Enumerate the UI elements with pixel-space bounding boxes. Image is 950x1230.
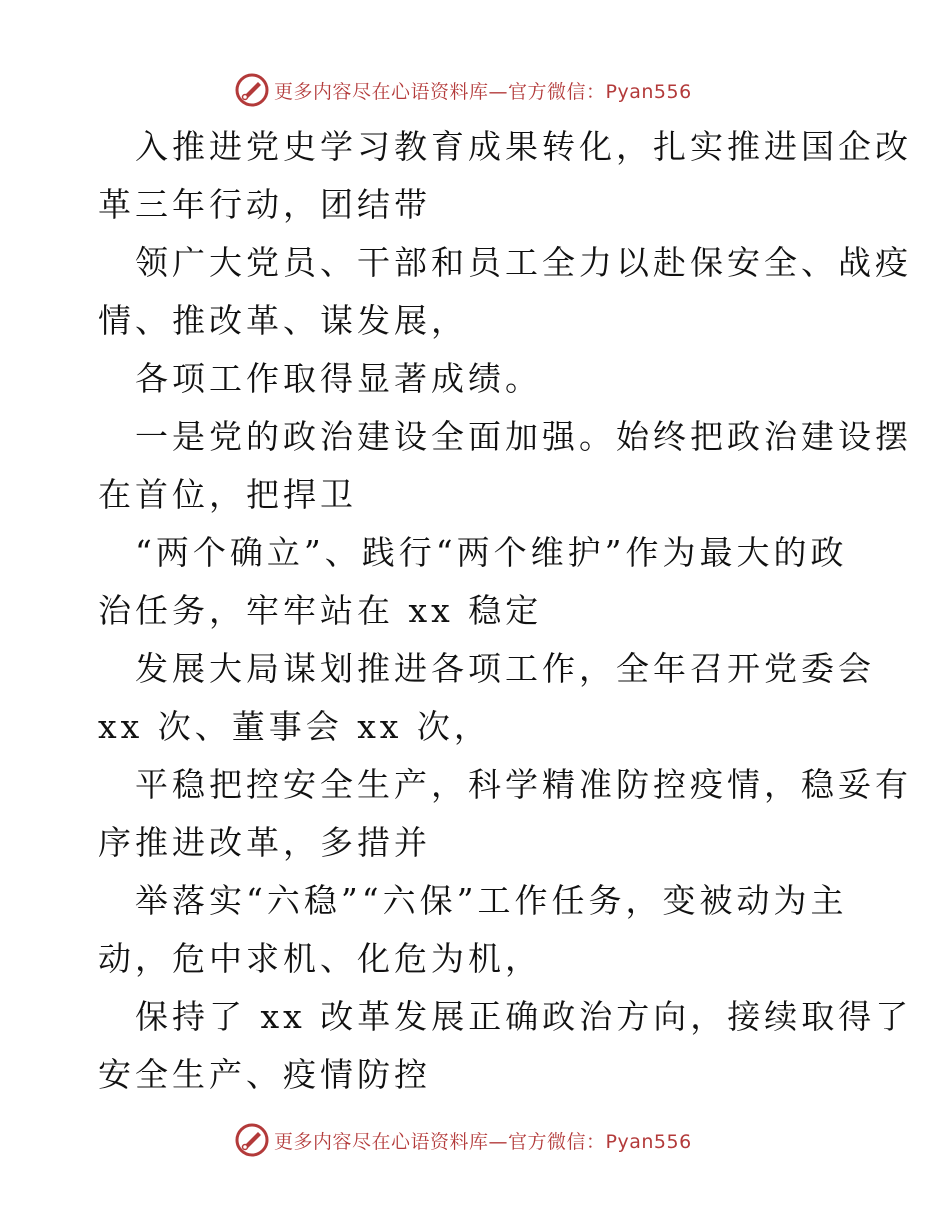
text-line: 在首位，把捍卫 [98,475,357,514]
text-line: 领广大党员、干部和员工全力以赴保安全、战疫 [135,243,912,282]
text-line: 发展大局谋划推进各项工作，全年召开党委会 [135,649,875,688]
text-line: 情、推改革、谋发展， [98,301,468,340]
document-body [98,118,913,1104]
text-line: 举落实“六稳”“六保”工作任务，变被动为主 [135,881,848,920]
text-line: 入推进党史学习教育成果转化，扎实推进国企改 [135,127,912,166]
footer-watermark [234,1122,692,1158]
logo-icon [234,72,270,108]
text-line: xx 次、董事会 xx 次， [98,707,491,746]
logo-icon [234,1122,270,1158]
header-watermark-text: 更多内容尽在心语资料库—官方微信：Pyan556 [274,80,692,103]
text-line: 序推进改革，多措并 [98,823,431,862]
text-line: 动，危中求机、化危为机， [98,939,542,978]
header-watermark [234,72,692,108]
text-line: 平稳把控安全生产，科学精准防控疫情，稳妥有 [135,765,912,804]
footer-watermark-text: 更多内容尽在心语资料库—官方微信：Pyan556 [274,1130,692,1153]
text-line: 各项工作取得显著成绩。 [135,359,542,398]
text-line: 治任务，牢牢站在 xx 稳定 [98,591,543,630]
text-line: 安全生产、疫情防控 [98,1055,431,1094]
text-line: 保持了 xx 改革发展正确政治方向，接续取得了 [135,997,913,1036]
text-line: 革三年行动，团结带 [98,185,431,224]
text-line: “两个确立”、践行“两个维护”作为最大的政 [135,533,848,572]
text-line: 一是党的政治建设全面加强。始终把政治建设摆 [135,417,912,456]
